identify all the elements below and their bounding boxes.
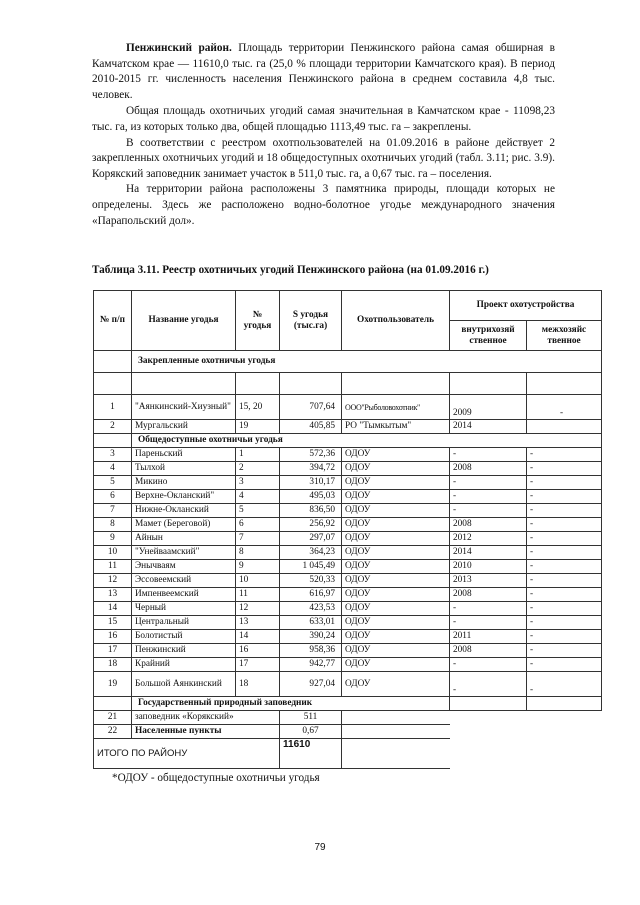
table-row: 12 Эссовеемский 10 520,33 ОДОУ 2013 - bbox=[94, 574, 602, 588]
table-row: 10 "Унейваамский" 8 364,23 ОДОУ 2014 - bbox=[94, 546, 602, 560]
col-header-unit-num: № угодья bbox=[236, 291, 280, 351]
table-row: 2 Мургальский 19 405,85 РО "Тымкытым" 2014 bbox=[94, 420, 602, 434]
footnote: *ОДОУ - общедоступные охотничьи угодья bbox=[112, 772, 320, 784]
col-header-project: Проект охотустройства bbox=[450, 291, 602, 321]
intro-text bbox=[92, 41, 555, 229]
table-row: 9 Айнын 7 297,07 ОДОУ 2012 - bbox=[94, 532, 602, 546]
paragraph-1-text: Площадь территории Пенжинского района самая обширная в Камчатском крае — 11610,0 тыс. га (25,0 % площади территории Камчатского края). В период 2010-2015 гг. численность населения Пенжинского района в среднем составила 4,8 тыс. человек. bbox=[92, 42, 556, 101]
table-row: 3 Пареньский 1 572,36 ОДОУ - - bbox=[94, 448, 602, 462]
table-caption: Таблица 3.11. Реестр охотничьих угодий Пенжинского района (на 01.09.2016 г.) bbox=[92, 264, 489, 276]
paragraph-3: В соответствии с реестром охотпользователей на 01.09.2016 в районе действует 2 закрепленных охотничьих угодий и 18 общедоступных охотничьих угодий (табл. 3.11; рис. 3.9). Корякский заповедник занимает участок в 511,0 тыс. га, а 0,67 тыс. га – поселения. bbox=[92, 136, 555, 180]
table-row: 6 Верхне-Окланский" 4 495,03 ОДОУ - - bbox=[94, 490, 602, 504]
col-header-area: S угодья (тыс.га) bbox=[280, 291, 342, 351]
total-row: ИТОГО ПО РАЙОНУ 11610 bbox=[94, 739, 602, 769]
table-row: 18 Крайний 17 942,77 ОДОУ - - bbox=[94, 658, 602, 672]
table-row: 11 Энычваям 9 1 045,49 ОДОУ 2010 - bbox=[94, 560, 602, 574]
table-row: 15 Центральный 13 633,01 ОДОУ - - bbox=[94, 616, 602, 630]
table-row: 14 Черный 12 423,53 ОДОУ - - bbox=[94, 602, 602, 616]
table-row: 5 Микино 3 310,17 ОДОУ - - bbox=[94, 476, 602, 490]
section-fixed: Закрепленные охотничьи угодья bbox=[132, 351, 602, 373]
col-header-name: Название угодья bbox=[132, 291, 236, 351]
paragraph-4: На территории района расположены 3 памятника природы, площади которых не определены. Здесь же расположено водно-болотное угодье международного значения «Парапольский дол». bbox=[92, 183, 555, 227]
col-header-internal: внутрихозяй ственное bbox=[450, 321, 527, 351]
table-row: 22 Населенные пункты 0,67 bbox=[94, 725, 602, 739]
col-header-user: Охотпользователь bbox=[342, 291, 450, 351]
page-number: 79 bbox=[314, 842, 326, 853]
table-row: 1 "Аянкинский-Хиузный" 15, 20 707,64 ООО"Рыболовохотник" 2009 - bbox=[94, 395, 602, 420]
district-heading: Пенжинский район. bbox=[126, 42, 232, 54]
table-row: 7 Нижне-Окланский 5 836,50 ОДОУ - - bbox=[94, 504, 602, 518]
table-row: 8 Мамет (Береговой) 6 256,92 ОДОУ 2008 - bbox=[94, 518, 602, 532]
paragraph-1 bbox=[92, 41, 555, 103]
paragraph-2: Общая площадь охотничьих угодий самая значительная в Камчатском крае - 11098,23 тыс. га, из которых только два, общей площадью 1113,49 тыс. га – закреплены. bbox=[92, 105, 555, 133]
table-row: 17 Пенжинский 16 958,36 ОДОУ 2008 - bbox=[94, 644, 602, 658]
section-reserve: Государственный природный заповедник bbox=[132, 697, 450, 711]
table-row: 13 Импенвеемский 11 616,97 ОДОУ 2008 - bbox=[94, 588, 602, 602]
table-row: 19 Большой Аянкинский 18 927,04 ОДОУ - - bbox=[94, 672, 602, 697]
hunting-register-table bbox=[93, 290, 602, 769]
public-rows bbox=[94, 448, 602, 697]
col-header-num: № п/п bbox=[94, 291, 132, 351]
table-row: 21 заповедник «Корякский» 511 bbox=[94, 711, 602, 725]
table-row: 16 Болотистый 14 390,24 ОДОУ 2011 - bbox=[94, 630, 602, 644]
col-header-interfarm: межхозяйс твенное bbox=[527, 321, 602, 351]
table-row: 4 Тылхой 2 394,72 ОДОУ 2008 - bbox=[94, 462, 602, 476]
section-public: Общедоступные охотничьи угодья bbox=[132, 434, 602, 448]
